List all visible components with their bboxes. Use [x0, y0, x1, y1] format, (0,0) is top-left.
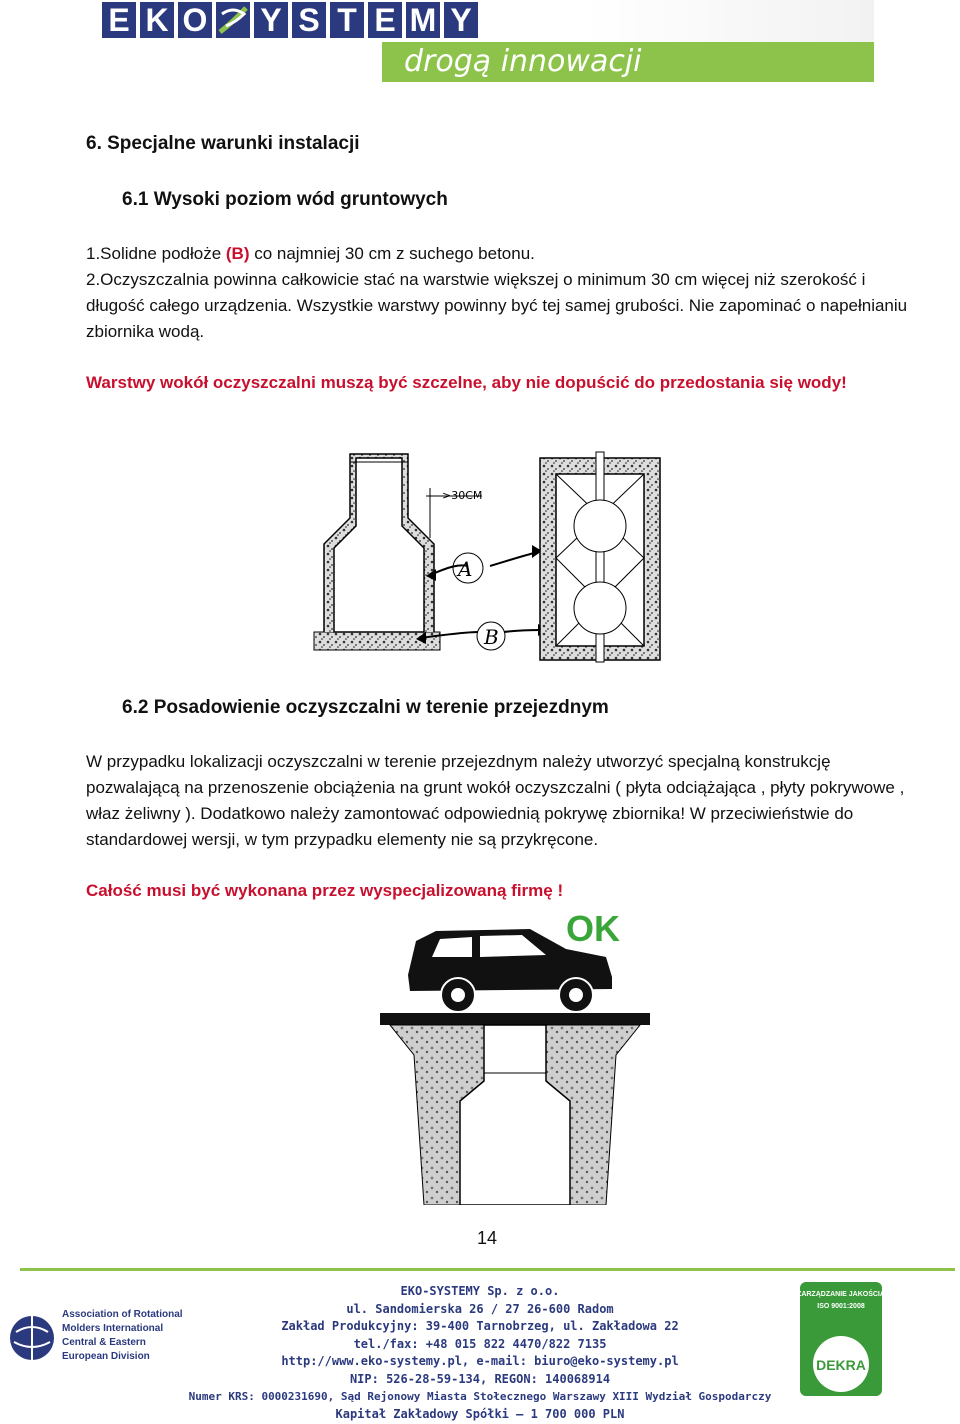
- armo-line: Association of Rotational: [62, 1309, 183, 1320]
- footer-line: http://www.eko-systemy.pl, e-mail: biuro@eko-systemy.pl: [281, 1354, 679, 1368]
- logo-letter: T: [330, 2, 364, 38]
- footer-line: tel./fax: +48 015 822 4470/822 7135: [353, 1336, 607, 1351]
- armo-line: European Division: [62, 1351, 150, 1362]
- footer-line: Numer KRS: 0000231690, Sąd Rejonowy Miasta Stołecznego Warszawy XIII Wydział Gospodarczy: [188, 1390, 772, 1403]
- badge-line-2: ISO 9001:2008: [817, 1303, 865, 1310]
- chamber-1: [574, 500, 626, 552]
- company-logo: [102, 0, 874, 82]
- logo-letter: E: [368, 2, 402, 38]
- paragraph-3: W przypadku lokalizacji oczyszczalni w terenie przejezdnym należy utworzyć specjalną konstrukcję pozwalającą na przenoszenie obciążenia na grunt wokół oczyszczalni ( płyta odciążająca , płyty pokrywowe , właz żeliwny ). Dodatkowo należy zamontować odpowiednią pokrywę zbiornika! W przeciwieństwie do standardowej wersji, w tym przypadku elementy nie są przykręcone.: [86, 752, 905, 849]
- logo-letter: Y: [444, 2, 478, 38]
- footer-line: Kapitał Zakładowy Spółki – 1 700 000 PLN: [335, 1406, 625, 1421]
- subsection-title-6-2: 6.2 Posadowienie oczyszczalni w terenie przejezdnym: [122, 697, 609, 718]
- badge-dekra: DEKRA: [816, 1357, 866, 1373]
- paragraph-1: [86, 241, 926, 267]
- installation-diagram: [310, 448, 670, 668]
- armo-line: Molders International: [62, 1323, 164, 1334]
- warning-text-2: Całość musi być wykonana przez wyspecjalizowaną firmę !: [86, 881, 564, 900]
- company-footer: [140, 1283, 820, 1423]
- ok-mark: OK: [566, 908, 620, 949]
- logo-letter: S: [292, 2, 326, 38]
- badge-line-1: ZARZĄDZANIE JAKOŚCIĄ: [797, 1291, 885, 1298]
- footer-line: NIP: 526-28-59-134, REGON: 140068914: [349, 1371, 611, 1386]
- warning-text-1: Warstwy wokół oczyszczalni muszą być szczelne, aby nie dopuścić do przedostania się wody!: [86, 373, 847, 392]
- arrow-a: [428, 552, 538, 576]
- paragraph-2: 2.Oczyszczalnia powinna całkowicie stać na warstwie większej o minimum 30 cm więcej niż szerokość i długość całego urządzenia. Wszystkie warstwy powinny być tej samej grubości. Nie zapominać o napełnianiu zbiornika wodą.: [86, 270, 908, 341]
- dim-label: >30CM: [442, 489, 483, 502]
- car-hub-rear: [569, 988, 583, 1002]
- subsection-title-6-1: 6.1 Wysoki poziom wód gruntowych: [122, 189, 448, 210]
- logo-letter: K: [140, 2, 174, 38]
- footer-line: Zakład Produkcyjny: 39-400 Tarnobrzeg, ul. Zakładowa 22: [281, 1319, 679, 1333]
- traffic-installation-diagram: [380, 905, 650, 1205]
- logo-letter: M: [406, 2, 440, 38]
- dekra-certificate-badge: [796, 1282, 886, 1400]
- footer-divider: [20, 1268, 955, 1271]
- car-hub-front: [451, 988, 465, 1002]
- footer-line: EKO-SYSTEMY Sp. z o.o.: [400, 1284, 560, 1298]
- p1-highlight: (B): [225, 244, 250, 263]
- logo-letter-swoosh: [216, 2, 250, 38]
- section-title: 6. Specjalne warunki instalacji: [86, 133, 360, 154]
- page-number: 14: [477, 1228, 498, 1248]
- logo-fade: [582, 0, 874, 42]
- logo-letters: [102, 2, 478, 38]
- p1-text-a: 1.Solidne podłoże: [86, 244, 226, 263]
- label-b: B: [484, 625, 499, 649]
- swoosh-icon: [216, 2, 250, 38]
- tank-side: [334, 458, 424, 632]
- footer-line: ul. Sandomierska 26 / 27 26-600 Radom: [346, 1301, 614, 1316]
- logo-tagline: drogą innowacji: [382, 42, 874, 82]
- load-slab: [380, 1013, 650, 1025]
- p1-text-c: co najmniej 30 cm z suchego betonu.: [249, 244, 535, 263]
- logo-letter: Y: [254, 2, 288, 38]
- chamber-2: [574, 582, 626, 634]
- armo-line: Central & Eastern: [62, 1337, 146, 1348]
- label-a: A: [458, 557, 473, 581]
- logo-letter: O: [178, 2, 212, 38]
- logo-letter: E: [102, 2, 136, 38]
